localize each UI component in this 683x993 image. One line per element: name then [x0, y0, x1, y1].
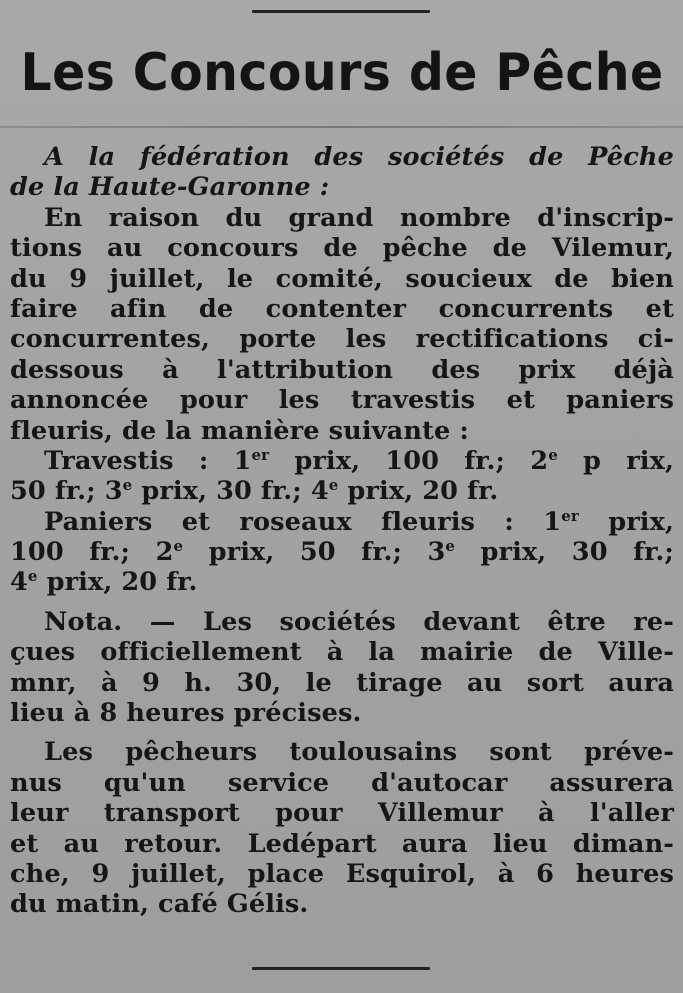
- text-line: Les pêcheurs toulousains sont préve-: [44, 737, 674, 768]
- text-line: concurrentes, porte les rectifications ci-: [10, 324, 674, 355]
- headline-separator: [0, 126, 683, 128]
- text-line: leur transport pour Villemur à l'aller: [10, 798, 674, 829]
- text-line: faire afin de contenter concurrents et: [10, 293, 674, 324]
- paragraph-gap: [10, 598, 674, 607]
- paragraph-gap: [10, 728, 674, 737]
- article-body: [10, 142, 674, 920]
- text-line: 4e prix, 20 fr.: [10, 567, 198, 598]
- text-line: mnr, à 9 h. 30, le tirage au sort aura: [10, 667, 674, 698]
- text-line: Paniers et roseaux fleuris : 1er prix,: [44, 506, 674, 537]
- headline: Les Concours de Pêche: [20, 43, 664, 103]
- text-line: Travestis : 1er prix, 100 fr.; 2e p rix,: [44, 445, 674, 476]
- text-line: En raison du grand nombre d'inscrip-: [44, 202, 674, 233]
- text-line: fleuris, de la manière suivante :: [10, 415, 469, 446]
- text-line: che, 9 juillet, place Esquirol, à 6 heures: [10, 858, 674, 889]
- text-line: A la fédération des sociétés de Pêche: [44, 142, 674, 172]
- text-line: çues officiellement à la mairie de Ville-: [10, 637, 674, 668]
- text-line: annoncée pour les travestis et paniers: [10, 385, 674, 416]
- text-line: 50 fr.; 3e prix, 30 fr.; 4e prix, 20 fr.: [10, 476, 499, 507]
- top-rule: [252, 10, 430, 13]
- text-line: nus qu'un service d'autocar assurera: [10, 767, 674, 798]
- text-line: tions au concours de pêche de Vilemur,: [10, 233, 674, 264]
- text-line: 100 fr.; 2e prix, 50 fr.; 3e prix, 30 fr.;: [10, 537, 674, 568]
- text-line: du matin, café Gélis.: [10, 889, 309, 920]
- text-line: et au retour. Ledépart aura lieu diman-: [10, 828, 674, 859]
- bottom-rule: [252, 967, 430, 970]
- text-line: de la Haute-Garonne :: [10, 172, 330, 203]
- text-line: lieu à 8 heures précises.: [10, 698, 362, 729]
- text-line: dessous à l'attribution des prix déjà: [10, 354, 674, 385]
- text-line: du 9 juillet, le comité, soucieux de bien: [10, 263, 674, 294]
- text-line: Nota. — Les sociétés devant être re-: [44, 606, 674, 637]
